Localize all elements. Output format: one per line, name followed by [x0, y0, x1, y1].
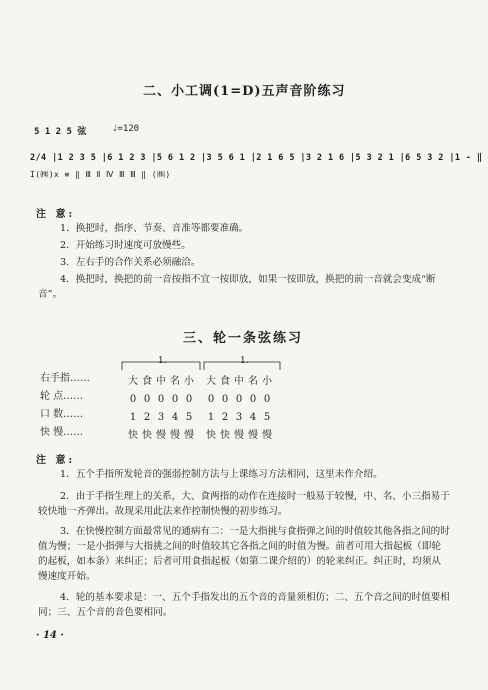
table-cell: 慢 — [170, 430, 180, 441]
table-cell: 食 — [142, 376, 152, 387]
table-cell: 2 — [221, 412, 229, 423]
table-cell: 5 — [185, 412, 193, 423]
table-cell: 0 — [249, 394, 257, 405]
table-row-label: 口 数…… — [40, 409, 84, 420]
table-row — [126, 369, 274, 388]
table-row — [126, 423, 274, 442]
table-cell: 名 — [170, 376, 180, 387]
table-cell: 1 — [129, 412, 137, 423]
notes-title: 注 意: — [36, 209, 76, 220]
table-cell: 食 — [220, 376, 230, 387]
bracket-mark: 1. — [240, 356, 249, 366]
table-row — [126, 387, 274, 406]
note-paragraph: 1．五个手指所发轮音的强弱控制方法与上课练习方法相同，这里未作介绍。 — [60, 469, 383, 480]
table-cell: 慢 — [234, 430, 244, 441]
table-cell: 0 — [263, 394, 271, 405]
page-number: · 14 · — [36, 630, 64, 641]
table-cell: 慢 — [248, 430, 258, 441]
table-cell: 慢 — [262, 430, 272, 441]
table-cell: 快 — [142, 430, 152, 441]
tuning-label: 5 1 2 5 弦 — [34, 127, 87, 137]
note-item: 4．换把时，换把的前一音按指不宜一按即放，如果一按即放，换把的前一音就会变成“断音”。 — [38, 274, 436, 300]
finger-table — [40, 356, 300, 441]
score-notation: 2/4 |1 2 3 5 |6 1 2 3 |5 6 1 2 |3 5 6 1 |2 1 6 5 |3 2 1 6 |5 3 2 1 |6 5 3 2 |1 - ‖ — [30, 153, 483, 163]
note-item: 2．开始练习时速度可放慢些。 — [60, 240, 191, 251]
table-cell: 3 — [157, 412, 165, 423]
table-row-label: 右手指…… — [40, 373, 90, 384]
table-cell: 0 — [185, 394, 193, 405]
table-cell: 0 — [171, 394, 179, 405]
table-cell: 0 — [235, 394, 243, 405]
table-row — [126, 405, 274, 424]
table-cell: 4 — [171, 412, 179, 423]
table-cell: 1 — [207, 412, 215, 423]
note-paragraph: 2．由于手指生理上的关系，大、食两指的动作在连接时一般易于较慢，中、名、小三指易于较快地一齐弹出。故现采用此法来作控制快慢的初步练习。 — [38, 491, 450, 517]
table-cell: 0 — [221, 394, 229, 405]
table-row-label: 快 慢…… — [40, 427, 84, 438]
table-cell: 快 — [128, 430, 138, 441]
table-row-label: 轮 点…… — [40, 391, 84, 402]
table-cell: 2 — [143, 412, 151, 423]
table-cell: 0 — [143, 394, 151, 405]
table-cell: 慢 — [184, 430, 194, 441]
table-cell: 0 — [207, 394, 215, 405]
table-cell: 中 — [156, 376, 166, 387]
table-cell: 4 — [249, 412, 257, 423]
table-cell: 0 — [129, 394, 137, 405]
table-cell: 中 — [234, 376, 244, 387]
tempo-label: ♩=120 — [112, 124, 140, 134]
bracket-mark: 1. — [158, 356, 167, 366]
notes-title: 注 意: — [36, 455, 76, 466]
table-cell: 大 — [206, 376, 216, 387]
section-title-roll: 三、轮一条弦练习 — [183, 331, 304, 346]
note-paragraph: 3．在快慢控制方面最常见的通病有二：一是大指挑与食指弹之间的时值较其他各指之间的时值为慢；一是小指弹与大指挑之间的时值较其它各指之间的时值为慢。前者可用大指起板（即轮的起板，如本条）来纠正；后者可用食指起板（如第二课介绍的）的轮来纠正。纠正时，均须从慢速度开始。 — [38, 526, 450, 582]
table-cell: 小 — [184, 376, 194, 387]
table-cell: 大 — [128, 376, 138, 387]
table-cell: 0 — [157, 394, 165, 405]
section-title-scale: 二、小工调(1=D)五声音阶练习 — [143, 84, 346, 99]
table-cell: 名 — [248, 376, 258, 387]
table-cell: 快 — [220, 430, 230, 441]
note-item: 3．左右手的合作关系必须融洽。 — [60, 257, 201, 268]
table-cell: 5 — [263, 412, 271, 423]
table-cell: 3 — [235, 412, 243, 423]
score-marks: I(㈱)x ≡ ‖ Ⅲ Ⅱ Ⅳ Ⅲ Ⅲ ‖ (㈱) — [30, 170, 171, 179]
table-cell: 小 — [262, 376, 272, 387]
note-item: 1．换把时，指序、节奏、音准等都要准确。 — [60, 223, 249, 234]
note-paragraph: 4．轮的基本要求是：一、五个手指发出的五个音的音量须相仿；二、五个音之间的时值要相同；三、五个音的音色要相同。 — [38, 592, 450, 618]
table-cell: 快 — [206, 430, 216, 441]
table-cell: 慢 — [156, 430, 166, 441]
